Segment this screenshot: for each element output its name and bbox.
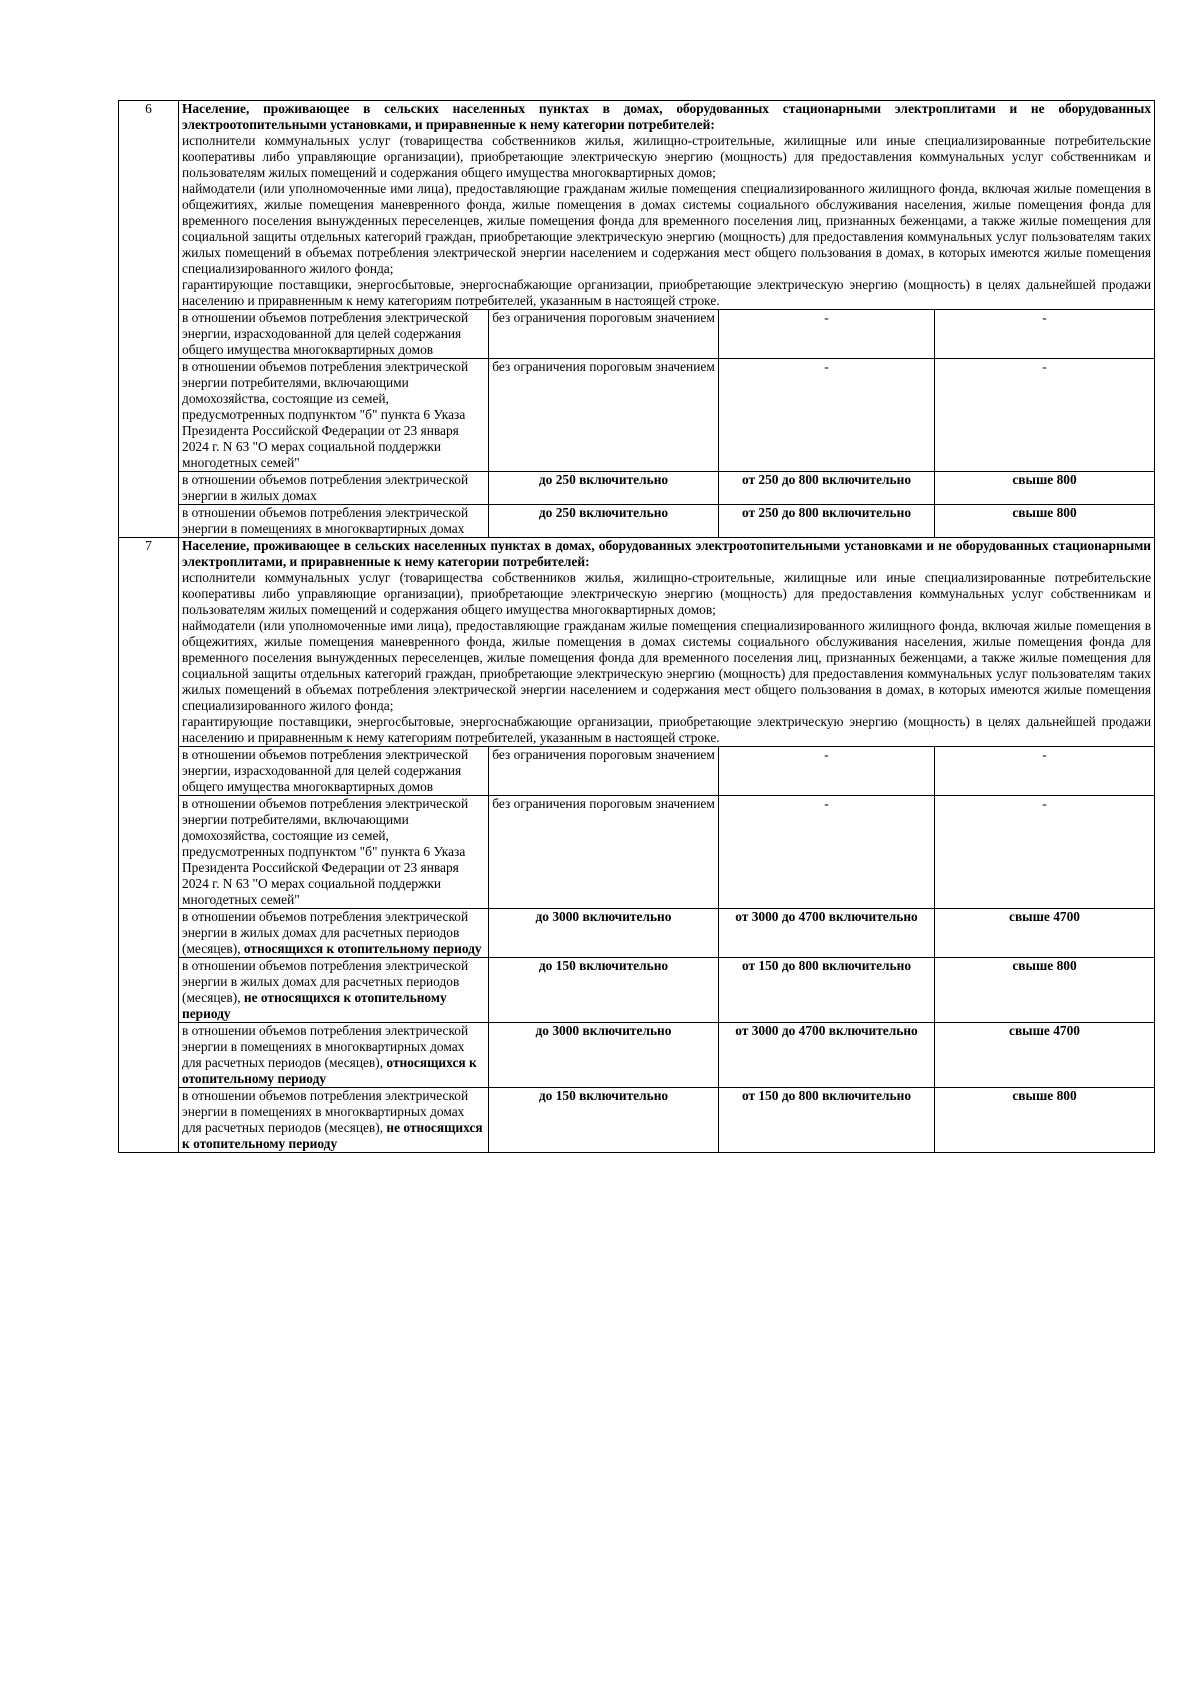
range-3: - xyxy=(935,796,1155,909)
range-2-value: от 150 до 800 включительно xyxy=(741,958,912,973)
period-qualifier: не относящихся к отопительному периоду xyxy=(182,1120,483,1151)
range-1: без ограничения пороговым значением xyxy=(489,359,719,472)
table-row xyxy=(119,472,1155,505)
table-row xyxy=(119,310,1155,359)
volume-description: в отношении объемов потребления электрической энергии в жилых домах xyxy=(179,472,489,505)
category-description xyxy=(179,101,1155,310)
range-3: - xyxy=(935,747,1155,796)
volume-description-text: в отношении объемов потребления электрической энергии в жилых домах для расчетных периодов (месяцев), xyxy=(182,909,469,956)
range-1-value: до 250 включительно xyxy=(538,472,669,487)
range-2 xyxy=(719,958,935,1023)
row-number: 7 xyxy=(119,538,179,1153)
table-row xyxy=(119,747,1155,796)
period-qualifier: не относящихся к отопительному периоду xyxy=(182,990,447,1021)
range-3 xyxy=(935,505,1155,538)
range-1: без ограничения пороговым значением xyxy=(489,747,719,796)
range-1 xyxy=(489,472,719,505)
volume-description xyxy=(179,958,489,1023)
category-paragraph: наймодатели (или уполномоченные ими лица), предоставляющие гражданам жилые помещения специализированного жилищного фонда, включая жилые помещения в общежитиях, жилые помещения маневренного фонда, жилые помещения в домах системы социального обслуживания населения, жилые помещения фонда для временного поселения вынужденных переселенцев, жилые помещения фонда для временного поселения лиц, признанных беженцами, а также жилые помещения для социальной защиты отдельных категорий граждан, приобретающие электрическую энергию (мощность) для предоставления коммунальных услуг пользователям таких жилых помещений в объемах потребления электрической энергии населением и содержания мест общего пользования в домах, в которых имеются жилые помещения специализированного жилого фонда; xyxy=(182,181,1152,276)
range-2-value: от 250 до 800 включительно xyxy=(741,505,912,520)
row-7-intro xyxy=(119,538,1155,747)
range-1: без ограничения пороговым значением xyxy=(489,796,719,909)
period-qualifier: относящихся к отопительному периоду xyxy=(182,1055,477,1086)
table-row xyxy=(119,1023,1155,1088)
volume-description xyxy=(179,1088,489,1153)
volume-description-text: в отношении объемов потребления электрической энергии в жилых домах для расчетных периодов (месяцев), xyxy=(182,958,469,1005)
table-row xyxy=(119,796,1155,909)
range-2: - xyxy=(719,359,935,472)
range-2: - xyxy=(719,310,935,359)
range-2 xyxy=(719,472,935,505)
range-2-value: от 150 до 800 включительно xyxy=(741,1088,912,1103)
range-3: - xyxy=(935,359,1155,472)
range-2 xyxy=(719,1088,935,1153)
range-1-value: до 150 включительно xyxy=(538,1088,669,1103)
period-qualifier: относящихся к отопительному периоду xyxy=(243,941,482,956)
range-3-value: свыше 4700 xyxy=(1009,1023,1081,1038)
volume-description xyxy=(179,909,489,958)
range-3: - xyxy=(935,310,1155,359)
volume-description: в отношении объемов потребления электрической энергии, израсходованной для целей содержания общего имущества многоквартирных домов xyxy=(179,747,489,796)
range-2: - xyxy=(719,796,935,909)
range-1: без ограничения пороговым значением xyxy=(489,310,719,359)
row-6-intro xyxy=(119,101,1155,310)
volume-description: в отношении объемов потребления электрической энергии в помещениях в многоквартирных домах xyxy=(179,505,489,538)
range-1 xyxy=(489,1023,719,1088)
range-3 xyxy=(935,1023,1155,1088)
tariff-table xyxy=(118,100,1155,1153)
range-1 xyxy=(489,909,719,958)
row-number: 6 xyxy=(119,101,179,538)
range-1 xyxy=(489,958,719,1023)
range-3 xyxy=(935,909,1155,958)
range-3-value: свыше 4700 xyxy=(1009,909,1081,924)
range-2 xyxy=(719,909,935,958)
range-1-value: до 3000 включительно xyxy=(535,1023,672,1038)
volume-description: в отношении объемов потребления электрической энергии потребителями, включающими домохозяйства, состоящие из семей, предусмотренных подпунктом "б" пункта 6 Указа Президента Российской Федерации от 23 января 2024 г. N 63 "О мерах социальной поддержки многодетных семей" xyxy=(179,359,489,472)
volume-description-text: в отношении объемов потребления электрической энергии в помещениях в многоквартирных домах для расчетных периодов (месяцев), xyxy=(182,1023,469,1070)
range-2 xyxy=(719,505,935,538)
table-row xyxy=(119,505,1155,538)
range-3 xyxy=(935,1088,1155,1153)
range-2-value: от 250 до 800 включительно xyxy=(741,472,912,487)
volume-description: в отношении объемов потребления электрической энергии, израсходованной для целей содержания общего имущества многоквартирных домов xyxy=(179,310,489,359)
category-paragraph: наймодатели (или уполномоченные ими лица), предоставляющие гражданам жилые помещения специализированного жилищного фонда, включая жилые помещения в общежитиях, жилые помещения маневренного фонда, жилые помещения в домах системы социального обслуживания населения, жилые помещения фонда для временного поселения вынужденных переселенцев, жилые помещения фонда для временного поселения лиц, признанных беженцами, а также жилые помещения для социальной защиты отдельных категорий граждан, приобретающие электрическую энергию (мощность) для предоставления коммунальных услуг пользователям таких жилых помещений в объемах потребления электрической энергии населением и содержания мест общего пользования в домах, в которых имеются жилые помещения специализированного жилого фонда; xyxy=(182,618,1152,713)
table-row xyxy=(119,1088,1155,1153)
range-2 xyxy=(719,1023,935,1088)
range-2: - xyxy=(719,747,935,796)
category-description xyxy=(179,538,1155,747)
category-paragraph: исполнители коммунальных услуг (товарищества собственников жилья, жилищно-строительные, жилищные или иные специализированные потребительские кооперативы либо управляющие организации), приобретающие электрическую энергию (мощность) для предоставления коммунальных услуг собственникам и пользователям жилых помещений и содержания общего имущества многоквартирных домов; xyxy=(182,570,1152,617)
range-1-value: до 3000 включительно xyxy=(535,909,672,924)
category-paragraph: гарантирующие поставщики, энергосбытовые, энергоснабжающие организации, приобретающие электрическую энергию (мощность) в целях дальнейшей продажи населению и приравненным к нему категориям потребителей, указанным в настоящей строке. xyxy=(182,714,1152,745)
range-3-value: свыше 800 xyxy=(1012,1088,1077,1103)
range-2-value: от 3000 до 4700 включительно xyxy=(735,1023,918,1038)
range-3 xyxy=(935,472,1155,505)
range-1-value: до 250 включительно xyxy=(538,505,669,520)
table-row xyxy=(119,958,1155,1023)
volume-description: в отношении объемов потребления электрической энергии потребителями, включающими домохозяйства, состоящие из семей, предусмотренных подпунктом "б" пункта 6 Указа Президента Российской Федерации от 23 января 2024 г. N 63 "О мерах социальной поддержки многодетных семей" xyxy=(179,796,489,909)
range-3-value: свыше 800 xyxy=(1012,958,1077,973)
range-3 xyxy=(935,958,1155,1023)
range-2-value: от 3000 до 4700 включительно xyxy=(735,909,918,924)
table-row xyxy=(119,909,1155,958)
category-heading: Население, проживающее в сельских населенных пунктах в домах, оборудованных стационарными электроплитами и не оборудованных электроотопительными установками, и приравненные к нему категории потребителей: xyxy=(182,101,1152,132)
range-1 xyxy=(489,1088,719,1153)
category-paragraph: гарантирующие поставщики, энергосбытовые, энергоснабжающие организации, приобретающие электрическую энергию (мощность) в целях дальнейшей продажи населению и приравненным к нему категориям потребителей, указанным в настоящей строке. xyxy=(182,277,1152,308)
category-paragraph: исполнители коммунальных услуг (товарищества собственников жилья, жилищно-строительные, жилищные или иные специализированные потребительские кооперативы либо управляющие организации), приобретающие электрическую энергию (мощность) для предоставления коммунальных услуг собственникам и пользователям жилых помещений и содержания общего имущества многоквартирных домов; xyxy=(182,133,1152,180)
range-3-value: свыше 800 xyxy=(1012,472,1077,487)
category-heading: Население, проживающее в сельских населенных пунктах в домах, оборудованных электроотопительными установками и не оборудованных стационарными электроплитами, и приравненные к нему категории потребителей: xyxy=(182,538,1152,569)
volume-description xyxy=(179,1023,489,1088)
range-1-value: до 150 включительно xyxy=(538,958,669,973)
table-row xyxy=(119,359,1155,472)
volume-description-text: в отношении объемов потребления электрической энергии в помещениях в многоквартирных домах для расчетных периодов (месяцев), xyxy=(182,1088,469,1135)
range-1 xyxy=(489,505,719,538)
range-3-value: свыше 800 xyxy=(1012,505,1077,520)
